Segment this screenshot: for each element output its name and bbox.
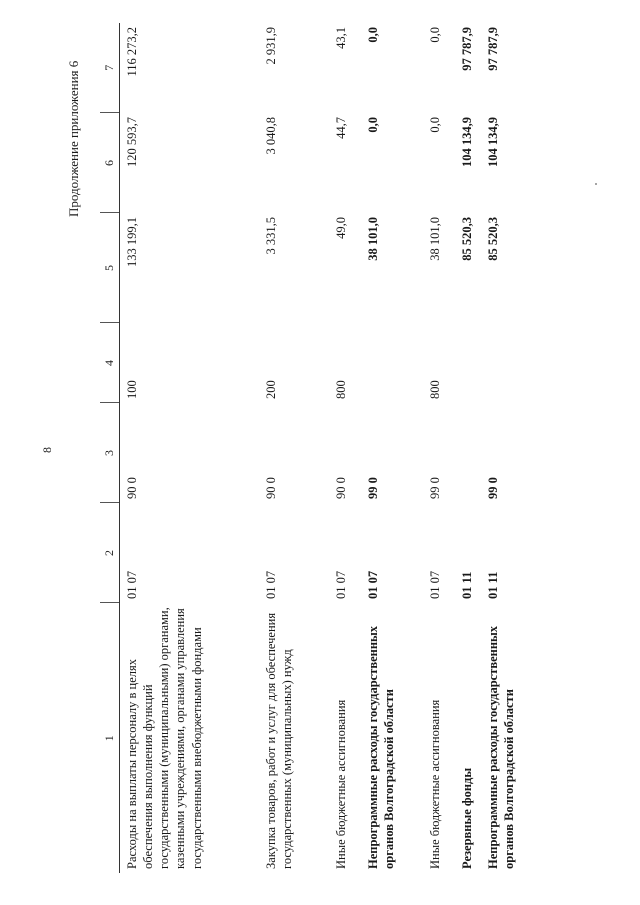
header-col-2: 2 [100, 503, 119, 603]
row-value-6: 44,7 [333, 117, 348, 139]
row-code: 01 07 [124, 570, 139, 599]
row-code: 01 07 [263, 570, 278, 599]
row-name: Резервные фонды [459, 767, 474, 869]
row-type: 100 [124, 380, 139, 399]
row-program: 99 0 [365, 477, 380, 499]
row-value-7: 116 273,2 [124, 27, 139, 77]
row-program: 99 0 [485, 477, 500, 499]
row-code: 01 07 [365, 570, 380, 599]
row-value-6: 0,0 [427, 117, 442, 133]
row-name: Непрограммные расходы государственных органов Волгоградской области [485, 625, 516, 869]
row-name: Иные бюджетные ассигнования [333, 699, 348, 869]
row-value-5: 85 520,3 [459, 217, 474, 261]
header-col-5: 5 [100, 213, 119, 323]
row-value-7: 0,0 [427, 27, 442, 43]
row-value-7: 43,1 [333, 27, 348, 49]
row-program: 90 0 [263, 477, 278, 499]
row-value-6: 0,0 [365, 117, 380, 133]
row-code: 01 07 [427, 570, 442, 599]
header-col-4: 4 [100, 323, 119, 403]
row-type: 800 [427, 380, 442, 399]
row-value-7: 0,0 [365, 27, 380, 43]
row-program: 90 0 [124, 477, 139, 499]
table-row [455, 23, 481, 873]
row-name: Непрограммные расходы государственных органов Волгоградской области [365, 625, 396, 869]
header-col-7: 7 [100, 23, 119, 113]
table-row [329, 23, 361, 873]
row-type [455, 323, 481, 403]
table-row [423, 23, 455, 873]
continuation-label: Продолжение приложения 6 [66, 60, 81, 217]
row-type [481, 323, 545, 403]
page-number: 8 [40, 447, 54, 453]
row-program: 99 0 [427, 477, 442, 499]
row-value-7: 97 787,9 [459, 27, 474, 71]
row-type: 200 [263, 380, 278, 399]
table-row [481, 23, 545, 873]
row-value-7: 2 931,9 [263, 27, 278, 65]
row-value-5: 38 101,0 [365, 217, 380, 261]
row-value-6: 120 593,7 [124, 117, 139, 167]
row-value-5: 49,0 [333, 217, 348, 239]
row-value-6: 104 134,9 [485, 117, 500, 167]
header-col-6: 6 [100, 113, 119, 213]
row-code: 01 11 [459, 571, 474, 599]
header-col-1: 1 [100, 603, 119, 873]
row-value-5: 3 331,5 [263, 217, 278, 255]
row-value-6: 3 040,8 [263, 117, 278, 155]
row-program: 90 0 [333, 477, 348, 499]
row-value-5: 133 199,1 [124, 217, 139, 267]
row-type: 800 [333, 380, 348, 399]
row-value-5: 38 101,0 [427, 217, 442, 261]
row-value-6: 104 134,9 [459, 117, 474, 167]
row-name: Закупка товаров, работ и услуг для обеспечения государственных (муниципальных) нужд [263, 612, 294, 869]
scan-speck [595, 183, 597, 185]
row-code: 01 11 [485, 571, 500, 599]
header-col-3: 3 [100, 403, 119, 503]
table-row [119, 23, 259, 873]
row-code: 01 07 [333, 570, 348, 599]
row-program [455, 403, 481, 503]
header-row [100, 23, 119, 873]
table-row [361, 23, 423, 873]
budget-table [100, 23, 545, 873]
row-name: Расходы на выплаты персоналу в целях обеспечения выполнения функций государственными (муниципальными) органами, казенными учреждениями, органами управления государственными внебюджетными фондами [124, 607, 204, 869]
row-value-7: 97 787,9 [485, 27, 500, 71]
row-type [361, 323, 423, 403]
row-name: Иные бюджетные ассигнования [427, 699, 442, 869]
row-value-5: 85 520,3 [485, 217, 500, 261]
table-row [259, 23, 329, 873]
